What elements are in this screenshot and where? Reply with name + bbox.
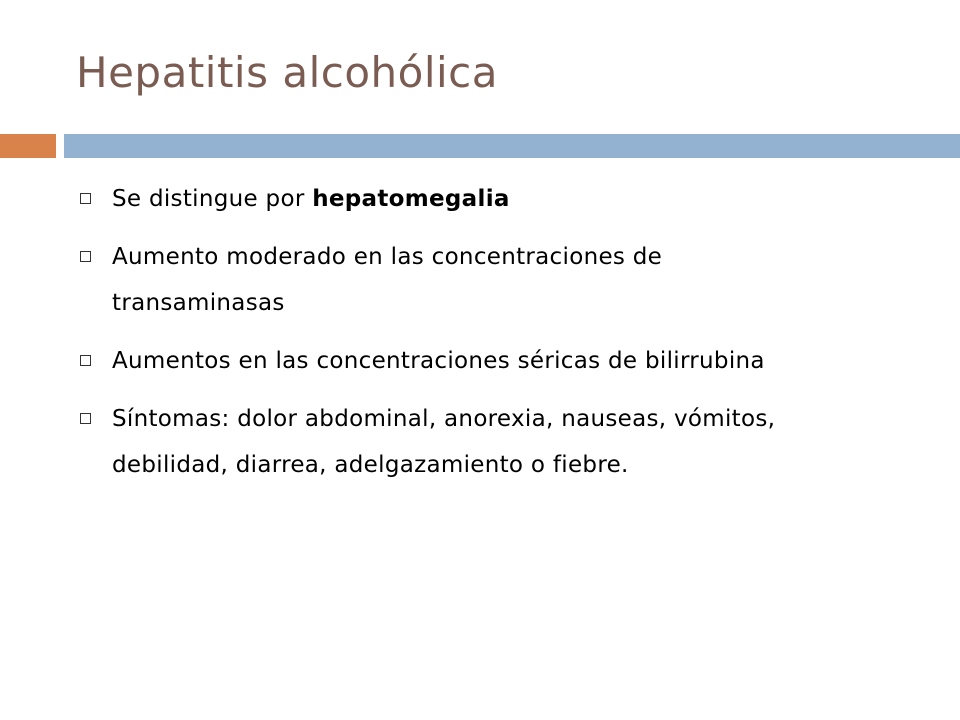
bullet-item-3 [76, 338, 836, 384]
bullet-text: Se distingue por [112, 186, 313, 212]
bullet-text: Aumentos en las concentraciones séricas de bilirrubina [112, 348, 765, 374]
bullet-bold-text: hepatomegalia [312, 186, 510, 212]
bullet-text: Síntomas: dolor abdominal, anorexia, nauseas, vómitos, debilidad, diarrea, adelgazamiento o fiebre. [112, 406, 776, 478]
square-bullet-icon [80, 251, 91, 262]
accent-bar-orange [0, 134, 56, 158]
slide-title: Hepatitis alcohólica [76, 48, 499, 97]
square-bullet-icon [80, 193, 91, 204]
accent-bar-blue [64, 134, 960, 158]
bullet-list [76, 176, 836, 500]
square-bullet-icon [80, 413, 91, 424]
bullet-item-1 [76, 176, 836, 222]
bullet-text: Aumento moderado en las concentraciones de transaminasas [112, 244, 663, 316]
square-bullet-icon [80, 355, 91, 366]
bullet-item-2 [76, 234, 836, 326]
bullet-item-4 [76, 396, 836, 488]
